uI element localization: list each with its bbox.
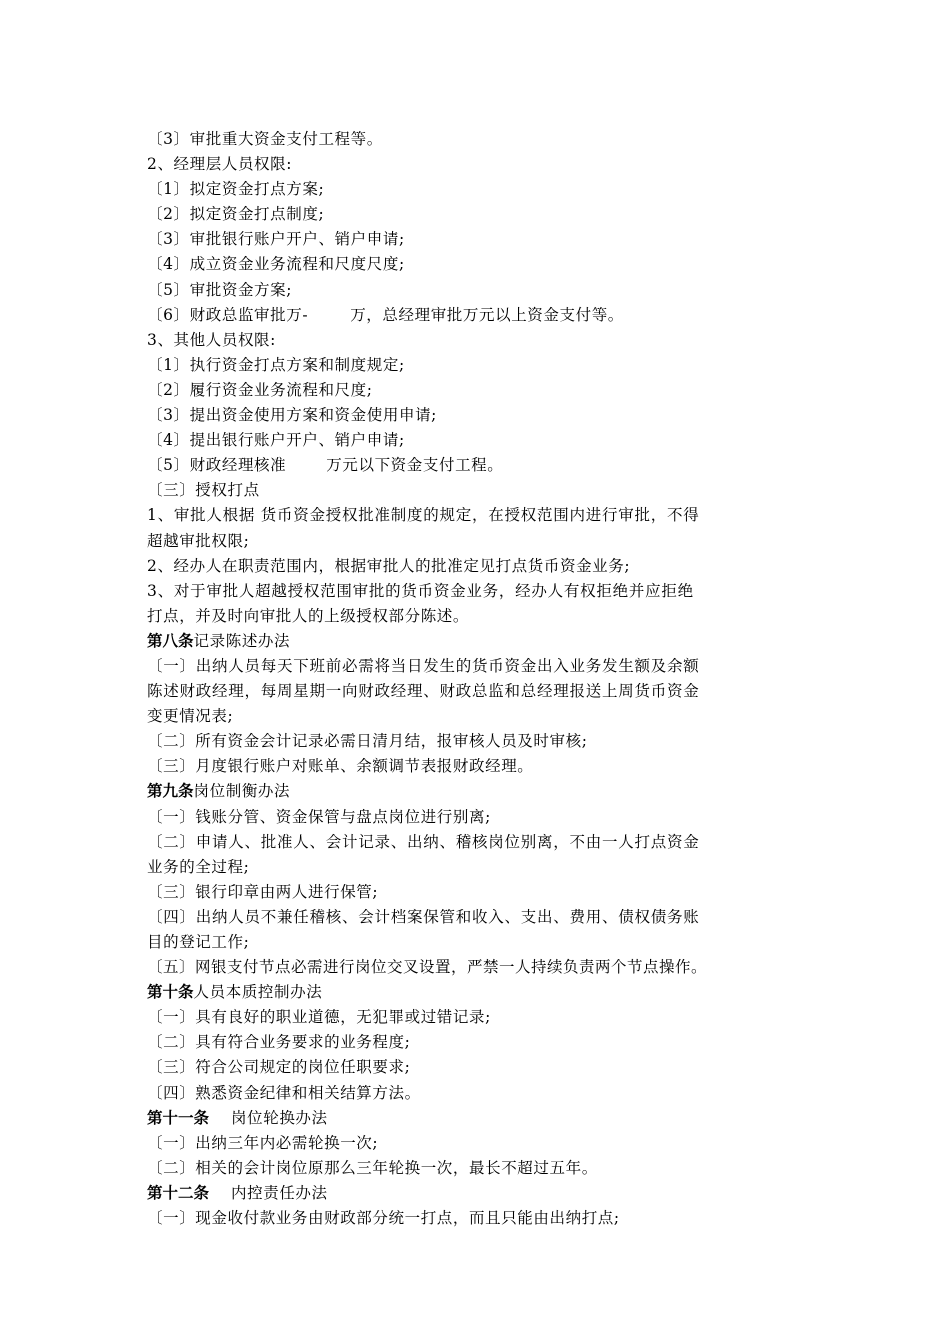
text-line: 3、对于审批人超越授权范围审批的货币资金业务，经办人有权拒绝并应拒绝 [147,581,694,600]
text-line: 〔四〕熟悉资金纪律和相关结算方法。 [147,1083,421,1102]
text-line: 〔一〕出纳人员每天下班前必需将当日发生的货币资金出入业务发生额及余额 [147,656,700,675]
text-line: 2、经办人在职责范围内，根据审批人的批准定见打点货币资金业务; [147,556,631,575]
document-page [147,127,807,1231]
article-number: 第十条 [147,983,194,1002]
text-line: 〔一〕钱账分管、资金保管与盘点岗位进行别离; [147,807,491,826]
text-line: 〔一〕具有良好的职业道德，无犯罪或过错记录; [147,1008,491,1027]
text-line: 〔三〕授权打点 [147,481,260,500]
article-title: 记录陈述办法 [193,631,291,650]
article-heading [147,1181,807,1206]
text-line: 〔二〕申请人、批准人、会计记录、出纳、稽核岗位别离，不由一人打点资金 [147,832,700,851]
text-line: 〔2〕拟定资金打点制度; [147,205,325,224]
text-line: 3、其他人员权限: [147,330,276,349]
article-heading [147,629,807,654]
text-line: 〔3〕审批银行账户开户、销户申请; [147,230,405,249]
text-line: 〔4〕提出银行账户开户、销户申请; [147,431,405,450]
article-heading [147,779,807,804]
article-title: 内控责任办法 [231,1183,328,1202]
article-title: 岗位制衡办法 [193,782,291,801]
text-line: 〔1〕执行资金打点方案和制度规定; [147,355,405,374]
text-line: 打点，并及时向审批人的上级授权部分陈述。 [147,606,470,625]
text-line: 〔四〕出纳人员不兼任稽核、会计档案保管和收入、支出、费用、债权债务账 [147,907,700,926]
text-line: 〔二〕具有符合业务要求的业务程度; [147,1033,411,1052]
text-line [147,303,807,328]
text-line: 1、审批人根据 货币资金授权批准制度的规定，在授权范围内进行审批，不得 [147,506,700,525]
text-line: 2、经理层人员权限: [147,155,293,174]
article-title: 岗位轮换办法 [231,1108,328,1127]
text-segment: 万，总经理审批万元以上资金支付等。 [350,305,624,324]
text-line: 〔三〕符合公司规定的岗位任职要求; [147,1058,411,1077]
text-line: 业务的全过程; [147,857,250,876]
article-number: 第九条 [147,782,194,801]
text-line: 变更情况表; [147,707,234,726]
text-line: 陈述财政经理，每周星期一向财政经理、财政总监和总经理报送上周货币资金 [147,682,700,701]
text-line: 〔5〕审批资金方案; [147,280,293,299]
text-line: 〔二〕相关的会计岗位原那么三年轮换一次，最长不超过五年。 [147,1158,598,1177]
text-line: 〔五〕网银支付节点必需进行岗位交叉设置，严禁一人持续负责两个节点操作。 [147,958,708,977]
article-title: 人员本质控制办法 [193,983,323,1002]
article-heading [147,1106,807,1131]
text-line: 目的登记工作; [147,933,250,951]
article-heading [147,980,807,1005]
text-line [147,453,807,478]
text-segment: 万元以下资金支付工程。 [326,456,504,475]
text-line: 〔4〕成立资金业务流程和尺度尺度; [147,255,405,274]
text-line: 〔2〕履行资金业务流程和尺度; [147,380,373,399]
text-line: 〔三〕银行印章由两人进行保管; [147,882,379,901]
article-number: 第八条 [147,631,194,650]
text-line: 超越审批权限; [147,531,250,550]
text-line: 〔一〕出纳三年内必需轮换一次; [147,1133,379,1152]
article-number: 第十二条 [147,1183,210,1202]
text-line: 〔三〕月度银行账户对账单、余额调节表报财政经理。 [147,757,534,776]
text-segment: 〔5〕财政经理核准 [147,456,287,475]
article-number: 第十一条 [147,1108,210,1127]
text-line: 〔3〕提出资金使用方案和资金使用申请; [147,406,437,425]
text-segment: 〔6〕财政总监审批万- [147,305,309,324]
text-line: 〔二〕所有资金会计记录必需日清月结，报审核人员及时审核; [147,732,588,751]
text-line: 〔一〕现金收付款业务由财政部分统一打点，而且只能由出纳打点; [147,1209,620,1228]
text-line: 〔3〕审批重大资金支付工程等。 [147,130,383,148]
text-line: 〔1〕拟定资金打点方案; [147,180,325,199]
